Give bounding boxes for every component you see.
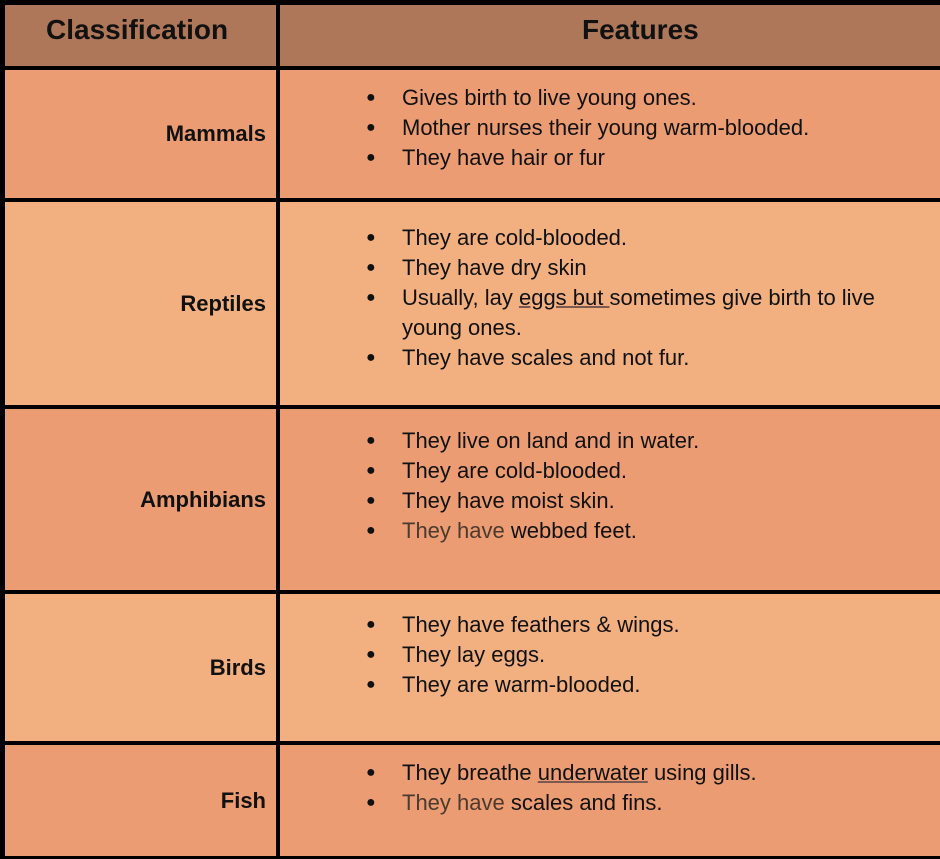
features-list — [280, 426, 940, 546]
bullet-icon: ● — [366, 616, 376, 633]
row-mammals-features — [280, 70, 940, 198]
list-item: ● Gives birth to live young ones. — [280, 83, 940, 113]
bullet-icon: ● — [366, 432, 376, 449]
bullet-icon: ● — [366, 764, 376, 781]
bullet-icon: ● — [366, 492, 376, 509]
bullet-icon: ● — [366, 259, 376, 276]
bullet-icon: ● — [366, 646, 376, 663]
row-fish-features — [280, 745, 940, 856]
header-features — [280, 5, 940, 66]
list-item: ● Mother nurses their young warm-blooded. — [280, 113, 940, 143]
list-item: ● They are cold-blooded. — [280, 223, 940, 253]
bullet-icon: ● — [366, 229, 376, 246]
header-features-label: Features — [582, 14, 699, 45]
row-amphibians-features — [280, 409, 940, 590]
list-item: ● They have dry skin — [280, 253, 940, 283]
bullet-icon: ● — [366, 149, 376, 166]
list-item: ● They have feathers & wings. — [280, 610, 940, 640]
row-reptiles-features — [280, 202, 940, 405]
list-item: ● They are cold-blooded. — [280, 456, 940, 486]
row-fish-classification — [5, 745, 276, 856]
bullet-icon: ● — [366, 794, 376, 811]
list-item: ● Usually, lay eggs but sometimes give birth to live — [280, 283, 940, 313]
row-birds-classification — [5, 594, 276, 741]
row-amphibians-classification — [5, 409, 276, 590]
bullet-icon: ● — [366, 522, 376, 539]
list-item-continuation: young ones. — [402, 315, 522, 340]
list-item: ● They have scales and fins. — [280, 788, 940, 818]
bullet-icon: ● — [366, 349, 376, 366]
list-item: ● They have scales and not fur. — [280, 343, 940, 373]
features-list — [280, 610, 940, 700]
features-list — [280, 83, 940, 173]
classification-name: Amphibians — [140, 486, 266, 512]
header-classification — [5, 5, 276, 66]
row-mammals-classification — [5, 70, 276, 198]
classification-name: Fish — [220, 787, 266, 813]
list-item: ● They lay eggs. — [280, 640, 940, 670]
features-list — [280, 758, 940, 818]
row-birds-features — [280, 594, 940, 741]
bullet-icon: ● — [366, 462, 376, 479]
list-item: ● They have webbed feet. — [280, 516, 940, 546]
bullet-icon: ● — [366, 676, 376, 693]
bullet-icon: ● — [366, 119, 376, 136]
classification-name: Birds — [209, 654, 266, 680]
list-item: ● They breathe underwater using gills. — [280, 758, 940, 788]
bullet-icon: ● — [366, 289, 376, 306]
classification-name: Reptiles — [180, 290, 266, 316]
list-item: ● They are warm-blooded. — [280, 670, 940, 700]
list-item: ● They live on land and in water. — [280, 426, 940, 456]
bullet-icon: ● — [366, 89, 376, 106]
header-classification-label: Classification — [46, 14, 229, 45]
row-reptiles-classification — [5, 202, 276, 405]
list-item: ● They have hair or fur — [280, 143, 940, 173]
list-item: ● They have moist skin. — [280, 486, 940, 516]
features-list — [280, 223, 940, 373]
classification-name: Mammals — [165, 121, 266, 146]
